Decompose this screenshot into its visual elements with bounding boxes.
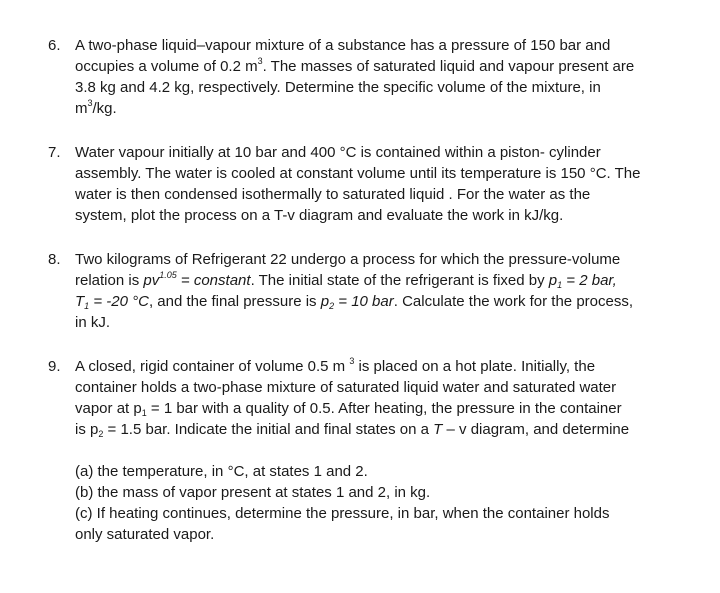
problem-text: [75, 142, 687, 226]
text-line: assembly. The water is cooled at constant volume until its temperature is 150 °C. The: [75, 165, 641, 182]
text-line: in kJ.: [75, 314, 111, 331]
text-line: system, plot the process on a T-v diagram and evaluate the work in kJ/kg.: [75, 207, 564, 224]
text-line: Water vapour initially at 10 bar and 400 °C is contained within a piston- cylinder: [75, 144, 601, 161]
text-line: relation is $pv^{1.05}$ = constant. The initial state of the refrigerant is fixed by $p_1 = 2$ bar,: [75, 270, 617, 290]
problem-number: 8.: [48, 251, 61, 268]
text-line: A closed, rigid container of volume 0.5 m $^3$ is placed on a hot plate. Initially, the: [75, 356, 596, 375]
sub-question-a: (a) the temperature, in °C, at states 1 and 2.: [75, 463, 368, 480]
problem-number: 6.: [48, 37, 61, 54]
problem-number: 9.: [48, 358, 61, 375]
problem-text: [75, 35, 687, 119]
sub-question-c: (c) If heating continues, determine the pressure, in bar, when the container holds: [75, 505, 610, 522]
text-line: $m^3/kg$.: [75, 98, 117, 117]
sub-question-b: (b) the mass of vapor present at states 1 and 2, in kg.: [75, 484, 431, 501]
text-line: 3.8 kg and 4.2 kg, respectively. Determine the specific volume of the mixture, in: [75, 79, 601, 96]
text-line: Two kilograms of Refrigerant 22 undergo a process for which the pressure-volume: [75, 251, 621, 268]
text-line: only saturated vapor.: [75, 526, 215, 543]
text-line: A two-phase liquid–vapour mixture of a substance has a pressure of 150 bar and: [75, 37, 611, 54]
text-line: occupies a volume of 0.2 $m^3$. The masses of saturated liquid and vapour present are: [75, 56, 635, 75]
text-line: $T_1 = -20$ °C, and the final pressure is $p_2 = 10$ bar. Calculate the work for the process,: [75, 293, 634, 311]
text-line: vapor at $p_1 = 1$ bar with a quality of 0.5. After heating, the pressure in the container: [75, 400, 622, 418]
text-line: water is then condensed isothermally to saturated liquid . For the water as the: [75, 186, 591, 203]
problem-number: 7.: [48, 144, 61, 161]
problem-text: [75, 249, 687, 333]
spacer: [75, 440, 687, 461]
text-line: is $p_2 = 1.5$ bar. Indicate the initial and final states on a T – v diagram, and determine: [75, 421, 630, 439]
text-line: container holds a two-phase mixture of saturated liquid water and saturated water: [75, 379, 617, 396]
problem-text: [75, 356, 687, 545]
